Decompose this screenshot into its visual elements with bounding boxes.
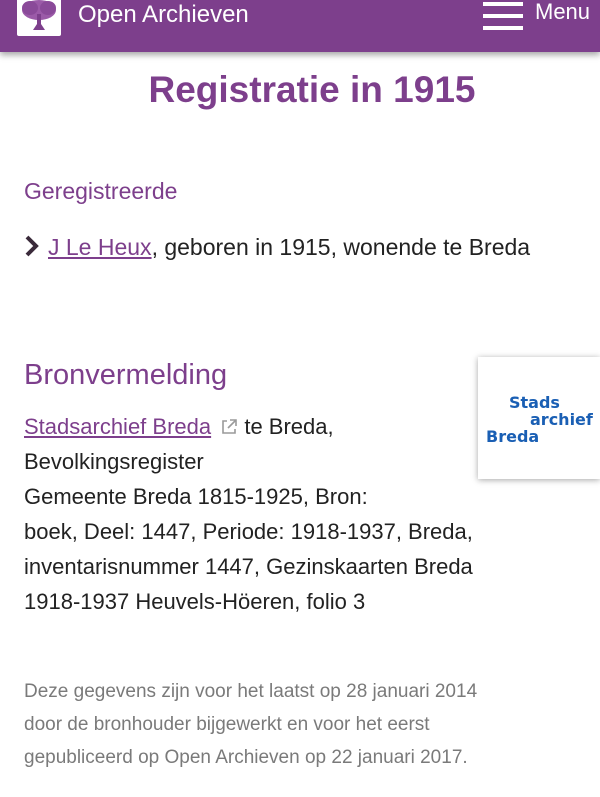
site-title[interactable]: Open Archieven [78,1,249,28]
top-navigation-bar [0,0,600,52]
menu-label: Menu [535,0,591,24]
metadata-line: gepubliceerd op Open Archieven op 22 januari 2017. [24,747,468,768]
metadata-line: door de bronhouder bijgewerkt en voor het eerst [24,714,430,735]
site-logo[interactable] [17,0,61,36]
logo-text: Breda [486,427,540,446]
archive-link[interactable]: Stadsarchief Breda [24,414,212,439]
tree-logo-icon [19,0,59,34]
source-line: Bevolkingsregister [24,449,204,474]
menu-button[interactable] [480,0,600,40]
metadata-line: Deze gegevens zijn voor het laatst op 28 januari 2014 [24,681,478,702]
source-line: boek, Deel: 1447, Periode: 1918-1937, Breda, [24,519,473,544]
update-metadata [24,675,584,774]
person-details: , geboren in 1915, wonende te Breda [151,234,531,260]
registered-person-row [24,230,530,264]
source-line: inventarisnummer 1447, Gezinskaarten Breda [24,554,473,579]
person-name-link[interactable]: J Le Heux [48,234,152,260]
page-title: Registratie in 1915 [148,69,476,110]
logo-text: archief [530,410,593,429]
source-line: 1918-1937 Heuvels-Höeren, folio 3 [24,589,366,614]
source-line: Gemeente Breda 1815-1925, Bron: [24,484,368,509]
stadsarchief-breda-logo[interactable] [478,357,600,479]
archive-location: te Breda, [238,414,334,439]
logo-text: Stads [509,393,560,412]
hamburger-menu-icon [483,2,525,32]
source-citation-heading: Bronvermelding [24,359,228,391]
external-link-icon[interactable] [220,418,238,436]
registered-section-label: Geregistreerde [24,178,178,204]
chevron-right-icon [24,235,40,257]
